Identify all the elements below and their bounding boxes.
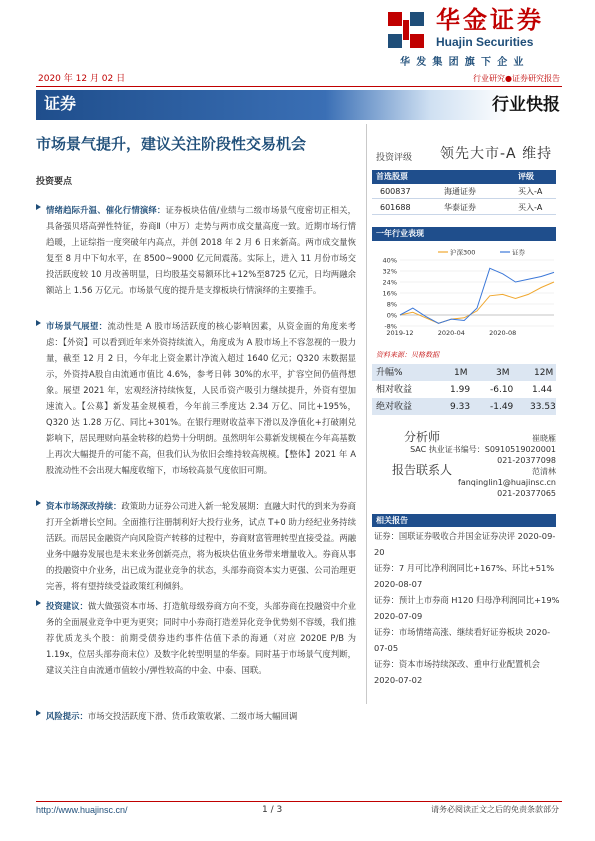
chart-y-tick-label: 24%: [382, 278, 397, 287]
company-slogan: 华发集团旗下企业: [400, 57, 530, 68]
bullet-market-sentiment: [36, 202, 356, 298]
analyst-label: 分析师: [404, 430, 441, 444]
bullet-body: 流动性是 A 股市场活跃度的核心影响因素，从资金面的角度来考虑：【外资】可以看到近年来外资持续流入，角度成为 A 股市场上不容忽视的一股力量，截至 12 月 2 日，今年北上资金累计净流入超过 1640 亿元；Q320 末数据显示，外资持A股自由流通市值比 4.6%，参考日韩 30%的水平，扩容空间仍值得想象。展望 2021 年，宏观经济持续恢复，人民币资产吸引力继续提升，外资有望加速流入。【公募】新发基金规模看，今年前三季度达 2.34 万亿、同比+195%，Q320 达 1.28 万亿、同比+301%。在银行理财收益率下滑以及净值化+打破刚兑影响下，居民理财向基金转移的趋势十分明朗。虽然明年公募新发规模在今年高基数上再次大幅提升的可能不高，但我们认为依旧会维持较高规模。【整体】2021 年 A 股流动性不会出现大幅度收缩下，市场较高景气度依旧可期。: [46, 321, 356, 475]
related-report-item[interactable]: 证券：资本市场持续深改、重申行业配置机会 2020-07-02: [374, 659, 540, 685]
logo-english-name: Huajin Securities: [436, 35, 534, 49]
chart-y-tick-label: 40%: [382, 256, 397, 265]
contact-email[interactable]: fanqinglin1@huajinsc.cn: [458, 478, 556, 487]
sector-banner: [36, 90, 562, 120]
contact-phone: 021-20377065: [497, 489, 556, 498]
bullet-body: 政策助力证券公司进入新一轮发展期：直融大时代的到来为券商打开全新增长空间。全面推行注册制利好大投行业务，试点 T+0 助力经纪业务持续活跃。而居民金融资产向风险资产转移的过程中，券商财富管理转型直接受益。两融业务中融券发展也是未来业务创新亮点，将为板块估值业务带来增量收入。券商从事的投融资中介业务，出已成为混业竞争的状态，头部券商资本实力更强、公司治理更完善，将有望持续受益政策红利倾斜。: [46, 501, 356, 591]
chart-legend-label: 沪深300: [450, 248, 476, 257]
bullet-body: 证券板块估值/业绩与二级市场景气度密切正相关，具备强贝塔高弹性特征，券商Ⅱ（申万）走势与两市成交量高度一致。近期市场行情趋暖，上证综指一度突破年内高点，并创 2018 年 2 月 6 日来新高。两市成交量恢复至 8 月中下旬水平，在 8500~9000 亿元间震荡。实际上，进入 11 月份市场交投活跃度较 10 月改善明显，日均股基交易额环比+12%至8725 亿元，日均两融余额站上 1.56 万亿元。市场景气度的提升是支撑板块行情演绎的主要推手。: [46, 205, 357, 295]
returns-label: 绝对收益: [376, 402, 413, 412]
chart-x-tick-label: 2019-12: [386, 329, 414, 337]
performance-header-label: 一年行业表现: [376, 229, 424, 238]
returns-header: 升幅%: [376, 368, 403, 378]
bullet-arrow-icon: [36, 320, 41, 326]
report-type: 行业快报: [492, 95, 560, 115]
returns-header: 12M: [534, 368, 554, 378]
performance-header: [372, 227, 556, 241]
returns-header-row: [372, 364, 556, 381]
bullet-arrow-icon: [36, 600, 41, 606]
page-number: 1 / 3: [262, 805, 283, 815]
related-report-item[interactable]: 证券：国联证券吸收合并国金证券决评 2020-09-20: [374, 531, 556, 557]
bullet-lead: 投资建议：: [46, 601, 88, 611]
chart-y-tick-label: 0%: [386, 311, 397, 320]
logo-chinese-name: 华金证券: [436, 6, 544, 34]
stock-code: 600837: [380, 187, 411, 196]
related-reports-header: [372, 514, 556, 527]
bullet-body: 做大做强资本市场、打造航母级券商方向不变，头部券商在投融资中介业务的全面展业竞争中更为更突；同时中小券商打造差异化竞争优势刻不容缓，我们推荐优质龙头个股：前期受债券违约事件估值下杀的海通（对应 2020E P/B 为 1.19x，位居头部券商末位）及数字化转型明显的华泰。同时基于市场景气度判断，建议关注自由流通市值较小/弹性较高的中金、中泰、国联。: [46, 601, 357, 675]
bullet-arrow-icon: [36, 204, 41, 210]
stock-rating: 买入-A: [518, 187, 543, 196]
bullet-lead: 风险提示：: [46, 711, 88, 721]
stock-row: [372, 201, 556, 215]
returns-1m: 9.33: [450, 402, 471, 412]
chart-source: 资料来源：贝格数据: [376, 351, 439, 359]
report-category: 行业研究●证券研究报告: [473, 74, 560, 83]
returns-row: [372, 381, 556, 398]
chart-x-tick-label: 2020-08: [489, 329, 517, 337]
footer-disclaimer-note: 请务必阅读正文之后的免责条款部分: [431, 805, 559, 814]
bullet-outlook: [36, 318, 356, 478]
chart-legend-label: 证券: [512, 248, 525, 257]
contact-name: 范清林: [532, 467, 556, 476]
rating-value: 领先大市-A 维持: [440, 146, 553, 162]
returns-header: 1M: [454, 368, 468, 378]
bullet-investment-advice: [36, 598, 356, 678]
chart-x-tick-label: 2020-04: [437, 329, 465, 337]
huajin-logo-icon: [384, 8, 428, 52]
returns-1m: 1.99: [450, 385, 471, 395]
contact-label: 报告联系人: [392, 463, 453, 477]
analyst-sac-number: SAC 执业证书编号：S0910519020001: [410, 445, 556, 454]
related-reports-list: [374, 528, 560, 688]
returns-row: [372, 398, 556, 415]
chart-y-tick-label: -8%: [384, 322, 397, 331]
sector-name: 证券: [44, 94, 77, 113]
rating-header-label: 评级: [518, 172, 534, 181]
returns-3m: -1.49: [490, 402, 514, 412]
date-line: [36, 73, 562, 87]
analyst-phone: 021-20377098: [497, 456, 556, 465]
footer-url[interactable]: http://www.huajinsc.cn/: [36, 805, 128, 815]
stock-row: [372, 185, 556, 199]
column-divider: [366, 124, 367, 704]
related-report-item[interactable]: 证券：市场情绪高涨、继续看好证券板块 2020-07-05: [374, 627, 551, 653]
investment-points-label: 投资要点: [36, 177, 73, 187]
bullet-capital-market-reform: [36, 498, 356, 594]
stock-name: 华泰证券: [444, 203, 476, 212]
returns-3m: -6.10: [490, 385, 514, 395]
bullet-arrow-icon: [36, 710, 41, 716]
bullet-body: 市场交投活跃度下滑、货币政策收紧、二级市场大幅回调: [87, 711, 298, 721]
returns-label: 相对收益: [376, 385, 413, 395]
report-title: 市场景气提升，建议关注阶段性交易机会: [36, 135, 307, 153]
chart-series-line: [400, 282, 554, 323]
bullet-arrow-icon: [36, 500, 41, 506]
stock-header-label: 首选股票: [376, 172, 408, 181]
footer-divider: [36, 801, 562, 802]
bullet-risk-warning: [36, 708, 356, 724]
analyst-name: 崔晓雁: [532, 434, 556, 443]
returns-header: 3M: [496, 368, 510, 378]
stock-table-header: [372, 170, 556, 184]
returns-12m: 1.44: [532, 385, 553, 395]
stock-rating: 买入-A: [518, 203, 543, 212]
bullet-lead: 情绪趋际升温、催化行情演绎：: [46, 205, 166, 215]
returns-12m: 33.53: [530, 402, 556, 412]
chart-y-tick-label: 32%: [382, 267, 397, 276]
stock-name: 海通证券: [444, 187, 476, 196]
rating-label: 投资评级: [376, 153, 413, 163]
report-date: 2020 年 12 月 02 日: [38, 74, 126, 84]
bullet-lead: 市场景气展望：: [46, 321, 108, 331]
bullet-lead: 资本市场深改持续：: [46, 501, 122, 511]
stock-code: 601688: [380, 203, 411, 212]
chart-y-tick-label: 8%: [386, 300, 397, 309]
related-report-item[interactable]: 证券：预计上市券商 H120 归母净利润同比+19% 2020-07-09: [374, 595, 560, 621]
performance-line-chart: [372, 246, 562, 340]
related-report-item[interactable]: 证券：7 月可比净利润同比+167%、环比+51% 2020-08-07: [374, 563, 555, 589]
related-reports-label: 相关报告: [376, 516, 408, 525]
chart-y-tick-label: 16%: [382, 289, 397, 298]
